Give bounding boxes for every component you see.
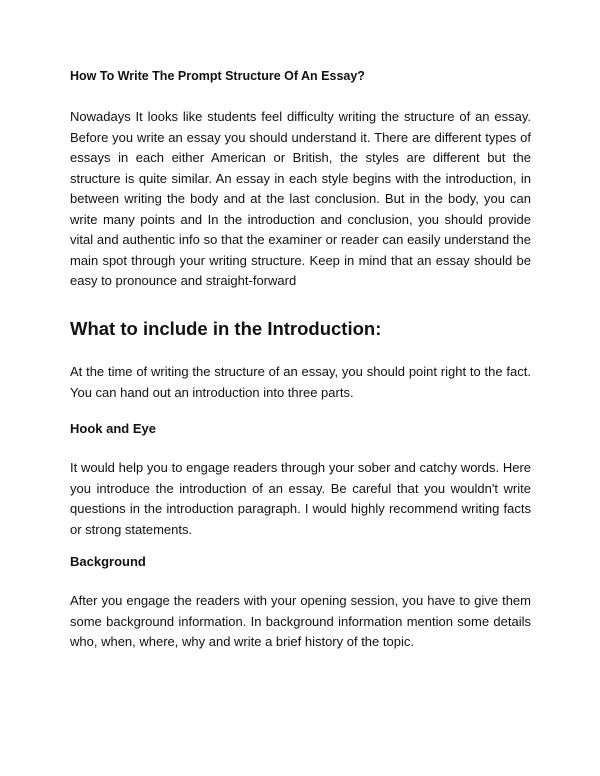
subsection-heading-hook-and-eye: Hook and Eye: [70, 421, 156, 436]
section-heading-introduction: What to include in the Introduction:: [70, 318, 382, 339]
subsection-paragraph-background: After you engage the readers with your opening session, you have to give them some background information. In background information mention some details who, when, where, why and write a brief history of the topic.: [70, 593, 531, 649]
section-paragraph: At the time of writing the structure of an essay, you should point right to the fact. You can hand out an introduction into three parts.: [70, 364, 531, 400]
document-title: How To Write The Prompt Structure Of An Essay?: [70, 69, 365, 83]
subsection-heading-background: Background: [70, 554, 146, 569]
intro-paragraph: Nowadays It looks like students feel difficulty writing the structure of an essay. Before you write an essay you should understand it. There are different types of essays in each either American or British, the styles are different but the structure is quite similar. An essay in each style begins with the introduction, in between writing the body and at the last conclusion. But in the body, you can write many points and In the introduction and conclusion, you should provide vital and authentic info so that the examiner or reader can easily understand the main spot through your writing structure. Keep in mind that an essay should be easy to pronounce and straight-forward: [70, 109, 531, 288]
subsection-paragraph-hook-and-eye: It would help you to engage readers through your sober and catchy words. Here you introduce the introduction of an essay. Be careful that you wouldn't write questions in the introduction paragraph. I would highly recommend writing facts or strong statements.: [70, 460, 531, 537]
